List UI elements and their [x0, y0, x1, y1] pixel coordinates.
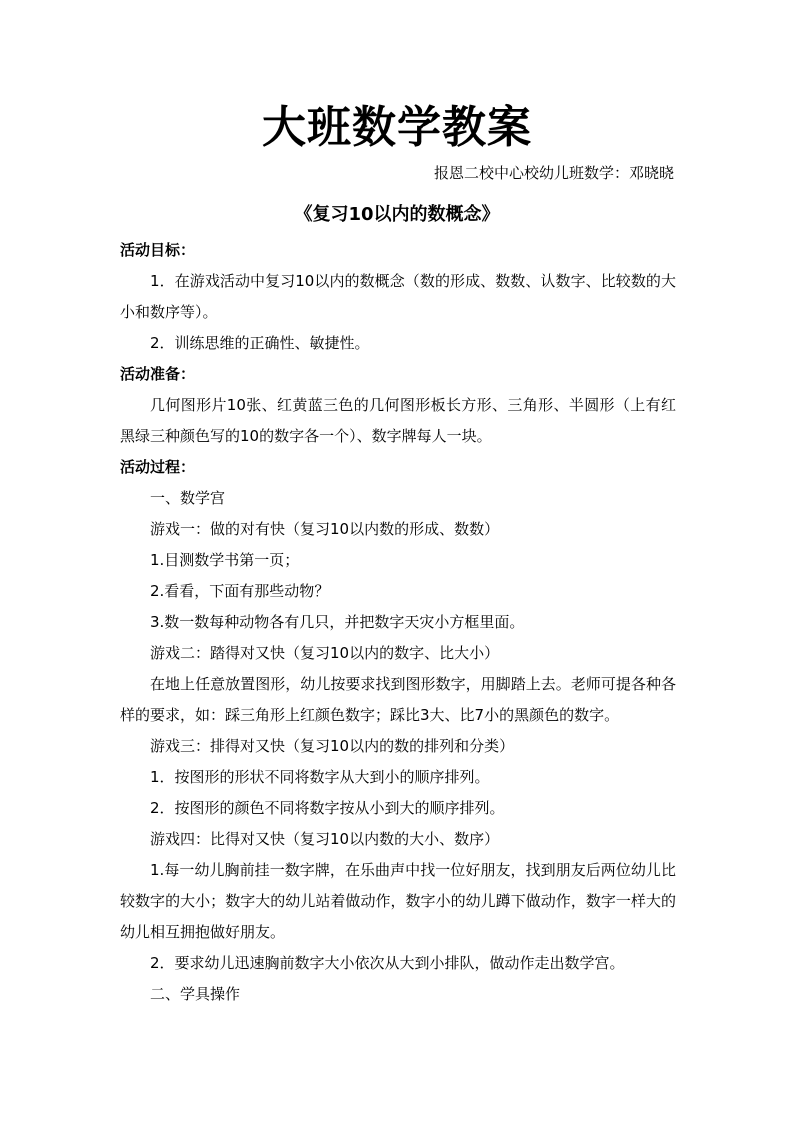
process-item: 游戏四：比得对又快（复习10以内数的大小、数序）	[150, 830, 500, 848]
prep-item: 几何图形片10张、红黄蓝三色的几何图形板长方形、三角形、半圆形（上有红黑绿三种颜色写的10的数字各一个）、数字牌每人一块。	[120, 396, 676, 445]
process-item: 1．按图形的形状不同将数字从大到小的顺序排列。	[150, 768, 490, 786]
lesson-subtitle: 《复习10以内的数概念》	[294, 204, 500, 225]
author-line: 报恩二校中心校幼儿班数学：邓晓晓	[433, 164, 674, 182]
document-title: 大班数学教案	[262, 102, 532, 153]
process-item: 游戏一：做的对有快（复习10以内数的形成、数数）	[150, 520, 500, 538]
process-item: 3.数一数每种动物各有几只，并把数字天灾小方框里面。	[150, 613, 525, 631]
process-item: 在地上任意放置图形，幼儿按要求找到图形数字，用脚踏上去。老师可提各种各样的要求，如：踩三角形上红颜色数字；踩比3大、比7小的黑颜色的数字。	[120, 675, 676, 724]
section-heading-goals: 活动目标：	[120, 241, 196, 259]
goal-item: 2．训练思维的正确性、敏捷性。	[150, 334, 370, 352]
goal-item: 1．在游戏活动中复习10以内的数概念（数的形成、数数、认数字、比较数的大小和数序等）。	[120, 272, 676, 321]
document-body	[120, 235, 676, 1010]
process-item: 游戏二：踏得对又快（复习10以内的数字、比大小）	[150, 644, 500, 662]
section-heading-process: 活动过程：	[120, 458, 196, 476]
section-heading-prep: 活动准备：	[120, 365, 196, 383]
process-item: 2．要求幼儿迅速胸前数字大小依次从大到小排队，做动作走出数学宫。	[150, 954, 625, 972]
process-item: 1.目测数学书第一页；	[150, 551, 300, 569]
process-item: 一、数学宫	[150, 489, 226, 507]
process-item: 游戏三：排得对又快（复习10以内的数的排列和分类）	[150, 737, 515, 755]
process-item: 2．按图形的颜色不同将数字按从小到大的顺序排列。	[150, 799, 505, 817]
process-item: 2.看看，下面有那些动物？	[150, 582, 330, 600]
process-item: 1.每一幼儿胸前挂一数字牌，在乐曲声中找一位好朋友，找到朋友后两位幼儿比较数字的大小；数字大的幼儿站着做动作，数字小的幼儿蹲下做动作，数字一样大的幼儿相互拥抱做好朋友。	[120, 861, 676, 941]
process-item: 二、学具操作	[150, 985, 241, 1003]
